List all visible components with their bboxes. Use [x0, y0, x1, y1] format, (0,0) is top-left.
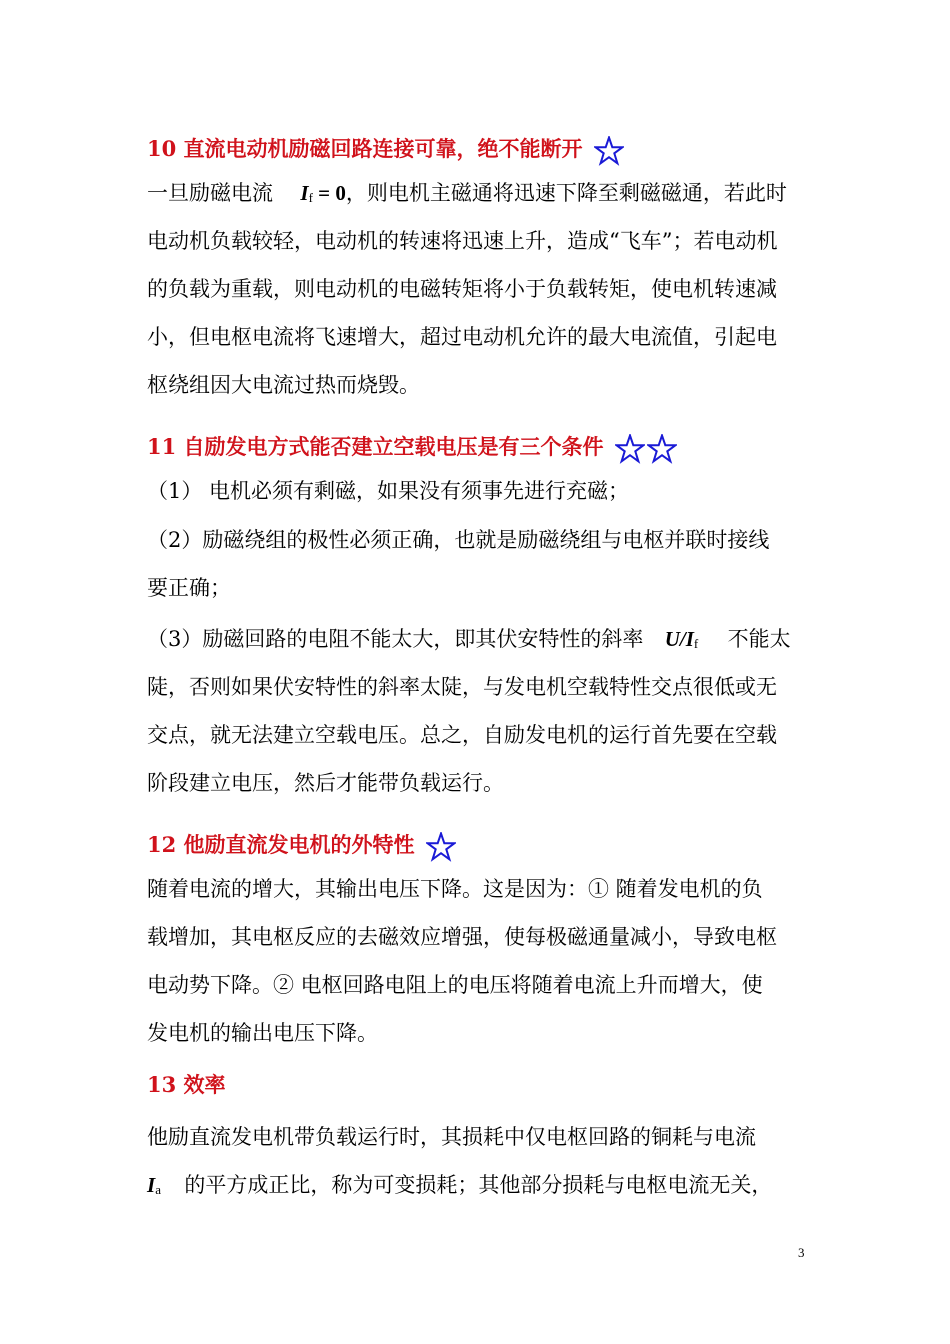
section-10-title: 10 直流电动机励磁回路连接可靠，绝不能断开: [147, 136, 583, 161]
paragraph-line: 随着电流的增大，其输出电压下降。这是因为：① 随着发电机的负: [147, 877, 763, 901]
paragraph-line: 一旦励磁电流 If = 0，则电机主磁通将迅速下降至剩磁磁通，若此时: [147, 181, 787, 205]
paragraph-line: 发电机的输出电压下降。: [147, 1021, 378, 1045]
paragraph-line: 枢绕组因大电流过热而烧毁。: [147, 373, 420, 397]
paragraph-line: 交点，就无法建立空载电压。总之，自励发电机的运行首先要在空载: [147, 723, 777, 747]
section-13-heading: [147, 1070, 226, 1100]
section-12-title: 12 他励直流发电机的外特性: [147, 832, 415, 857]
paragraph-line: 他励直流发电机带负载运行时，其损耗中仅电枢回路的铜耗与电流: [147, 1125, 756, 1149]
paragraph-line: Ia 的平方成正比，称为可变损耗；其他部分损耗与电枢电流无关，: [147, 1173, 773, 1197]
paragraph-line: 小，但电枢电流将飞速增大，超过电动机允许的最大电流值，引起电: [147, 325, 777, 349]
paragraph-line: 陡，否则如果伏安特性的斜率太陡，与发电机空载特性交点很低或无: [147, 675, 777, 699]
paragraph-line: （1） 电机必须有剩磁，如果没有须事先进行充磁；: [147, 479, 630, 503]
paragraph-line: 阶段建立电压，然后才能带负载运行。: [147, 771, 504, 795]
paragraph-line: 电动机负载较轻，电动机的转速将迅速上升，造成“飞车”；若电动机: [147, 229, 778, 253]
math-Ia: Ia: [147, 1173, 161, 1197]
paragraph-line: 要正确；: [147, 576, 231, 600]
star-outline-icon: [594, 136, 624, 166]
section-13-title: 13 效率: [147, 1072, 226, 1097]
star-outline-icon: [615, 434, 645, 464]
star-outline-icon: [426, 832, 456, 862]
paragraph-line: 的负载为重载，则电动机的电磁转矩将小于负载转矩，使电机转速减: [147, 277, 777, 301]
section-12-heading: [147, 830, 456, 862]
star-outline-icon: [647, 434, 677, 464]
paragraph-line: （3）励磁回路的电阻不能太大，即其伏安特性的斜率 U/If 不能太: [147, 627, 791, 651]
paragraph-line: （2）励磁绕组的极性必须正确，也就是励磁绕组与电枢并联时接线: [147, 528, 770, 552]
paragraph-line: 电动势下降。② 电枢回路电阻上的电压将随着电流上升而增大，使: [147, 973, 763, 997]
math-U-over-If: U/If: [664, 627, 699, 651]
page-number: 3: [798, 1245, 805, 1260]
section-10-heading: [147, 134, 624, 166]
section-11-title: 11 自励发电方式能否建立空载电压是有三个条件: [147, 434, 604, 459]
paragraph-line: 载增加，其电枢反应的去磁效应增强，使每极磁通量减小，导致电枢: [147, 925, 777, 949]
math-If: If: [300, 181, 313, 205]
section-11-heading: [147, 432, 677, 464]
